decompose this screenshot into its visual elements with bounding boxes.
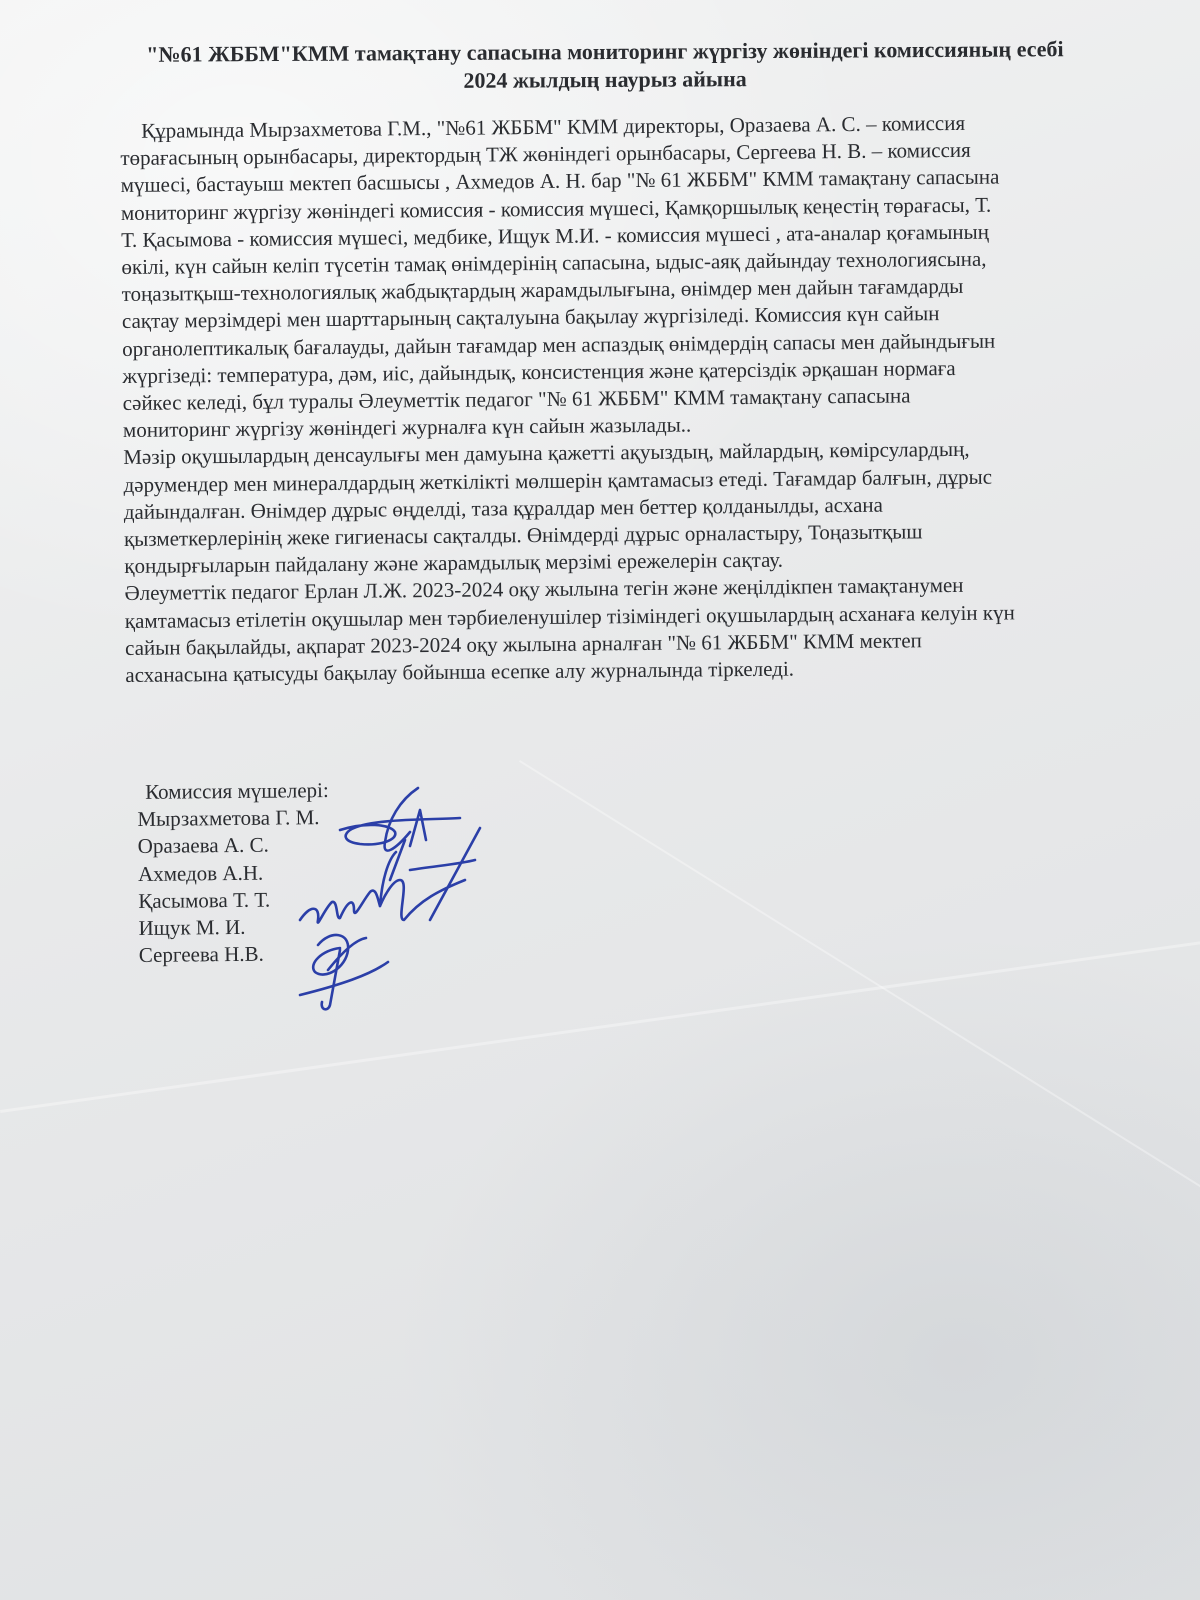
body-line: жүргізеді: температура, дәм, иіс, дайындық, консистенция және қатерсіздік әрқашан нормаға: [122, 355, 956, 388]
body-line: өкілі, күн сайын келіп түсетін тамақ өнімдерінің сапасына, ыдыс-аяқ дайындау технологиясына,: [121, 246, 987, 280]
body-line: қызметкерлерінің жеке гигиенасы сақталды. Өнімдерді дұрыс орналастыру, Тоңазытқыш: [123, 519, 923, 552]
body-line: мониторинг жүргізу жөніндегі журналға күн сайын жазылады..: [122, 412, 692, 443]
body-line: мониторинг жүргізу жөніндегі комиссия - комиссия мүшесі, Қамқоршылық кеңестің төрағасы, Т.: [120, 192, 992, 225]
body-line: мүшесі, бастауыш мектеп басшысы , Ахмедов А. Н. бар "№ 61 ЖББМ" КММ тамақтану сапасына: [120, 164, 1000, 198]
report-body: [120, 108, 1125, 689]
member-name: Сергеева Н.В.: [138, 941, 264, 968]
title-line: "№61 ЖББМ"КММ тамақтану сапасына мониторинг жүргізу жөніндегі комиссияның есебі: [146, 36, 1064, 67]
body-line: Құрамында Мырзахметова Г.М., "№61 ЖББМ" КММ директоры, Оразаева А. С. – комиссия: [120, 110, 966, 143]
members-heading: Комиссия мүшелері:: [145, 778, 329, 804]
body-line: Т. Қасымова - комиссия мүшесі, медбике, Ищук М.И. - комиссия мүшесі , ата-аналар қоғамының: [121, 219, 990, 252]
body-line: органолептикалық бағалауды, дайын тағамдар мен аспаздық өнімдердің сапасы мен дайындығын: [122, 328, 996, 361]
body-line: тоңазытқыш-технологиялық жабдықтардың жарамдылығына, өнімдер мен дайын тағамдарды: [121, 274, 964, 307]
body-line: сәйкес келеді, бұл туралы Әлеуметтік педагог "№ 61 ЖББМ" КММ тамақтану сапасына: [122, 383, 911, 416]
body-line: қамтамасыз етілетін оқушылар мен тәрбиеленушілер тізіміндегі оқушылардың асханаға келуін күн: [124, 600, 1015, 633]
body-line: дайындалған. Өнімдер дұрыс өңделді, таза құралдар мен беттер қолданылды, асхана: [123, 492, 884, 524]
member-name: Ищук М. И.: [138, 914, 246, 941]
member-name: Қасымова Т. Т.: [138, 887, 271, 913]
signature-strokes: [300, 788, 480, 1009]
member-name: Оразаева А. С.: [137, 833, 269, 859]
member-name: Мырзахметова Г. М.: [137, 805, 320, 832]
title-line: 2024 жылдың наурыз айына: [463, 66, 747, 93]
paper-crease: [519, 760, 1200, 1239]
body-line: дәрумендер мен минералдардың жеткілікті мөлшерін қамтамасыз етеді. Тағамдар балғын, дұрыс: [123, 464, 993, 497]
member-name: Ахмедов А.Н.: [137, 860, 264, 886]
body-line: қондырғыларын пайдалану және жарамдылық мерзімі ережелерін сақтау.: [124, 547, 784, 579]
body-line: Мәзір оқушылардың денсаулығы мен дамуына қажетті ақуыздың, майлардың, көмірсулардың,: [123, 437, 970, 470]
document-title: [60, 35, 1150, 98]
body-line: сайын бақылайды, ақпарат 2023-2024 оқу жылына арналған "№ 61 ЖББМ" КММ мектеп: [124, 628, 922, 660]
body-line: асханасына қатысуды бақылау бойынша есепке алу журналында тіркеледі.: [125, 656, 795, 688]
body-line: сақтау мерзімдері мен шарттарының сақталуына бақылау жүргізіледі. Комиссия күн сайын: [121, 301, 940, 334]
handwritten-signatures: [270, 780, 500, 1030]
body-line: Әлеуметтік педагог Ерлан Л.Ж. 2023-2024 оқу жылына тегін және жеңілдікпен тамақтанумен: [124, 573, 964, 606]
body-line: төрағасының орынбасары, директордың ТЖ жөніндегі орынбасары, Сергеева Н. В. – комиссия: [120, 138, 971, 171]
